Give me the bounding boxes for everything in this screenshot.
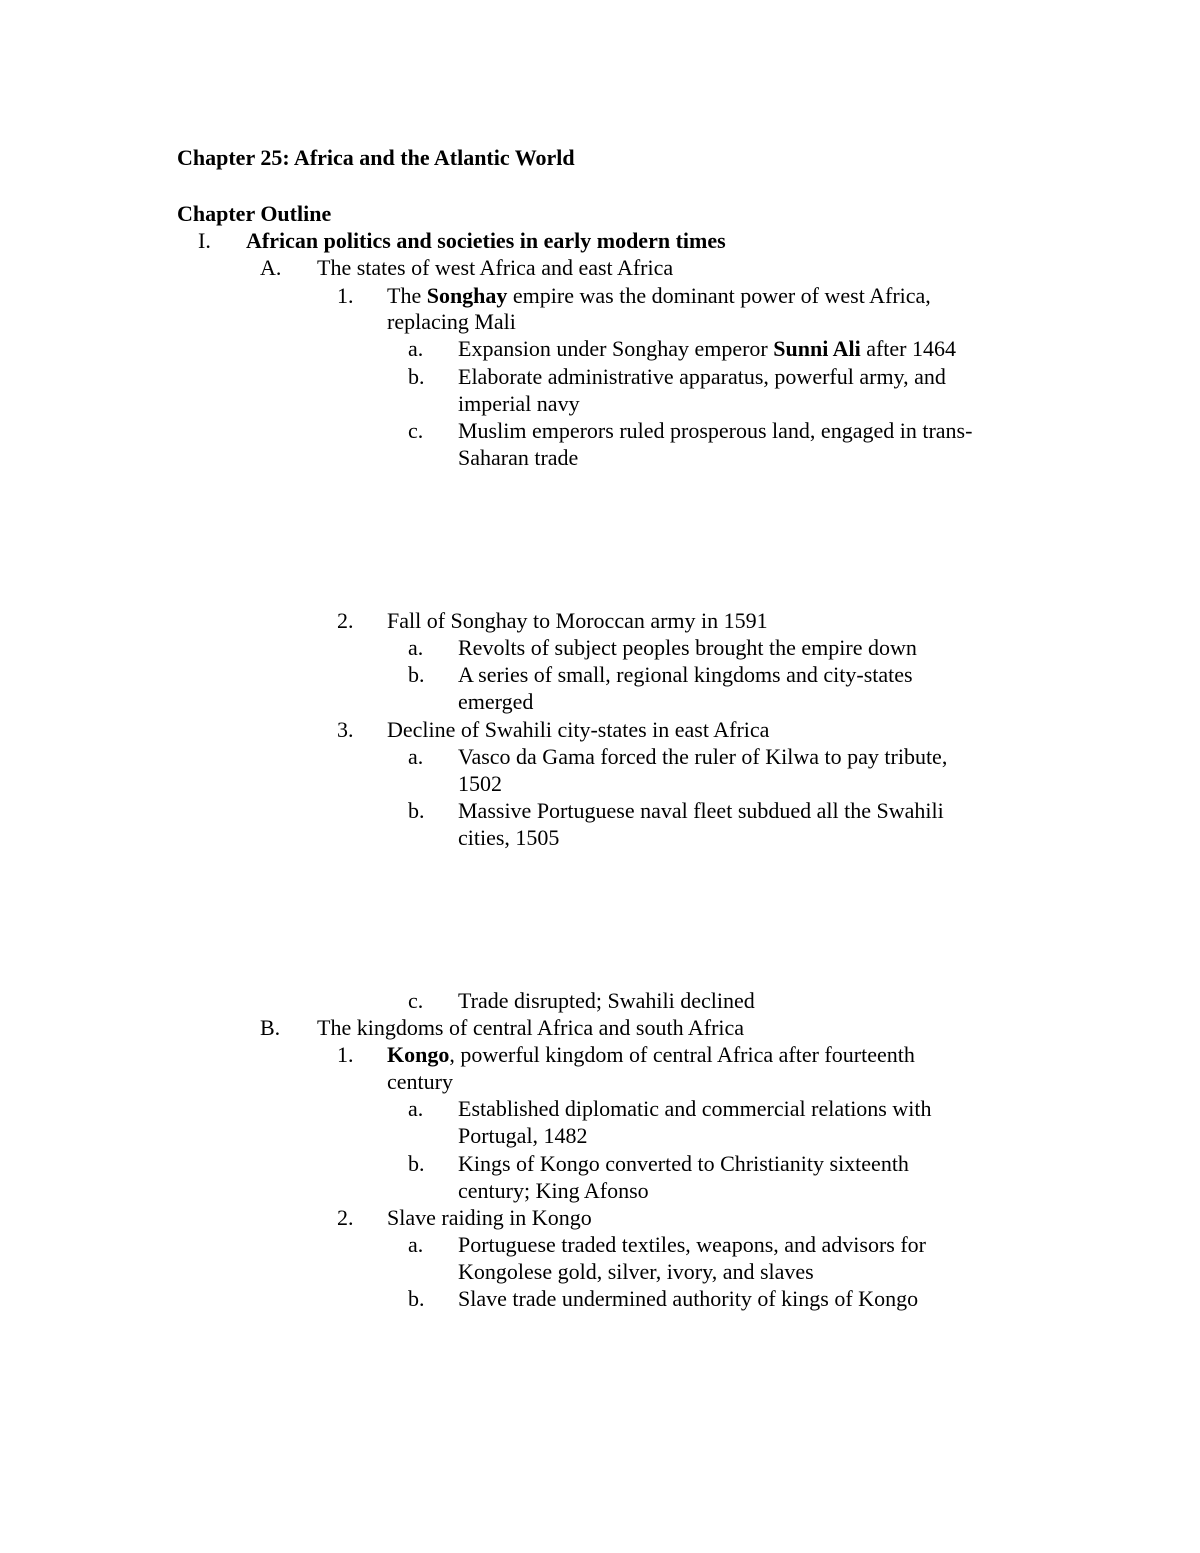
outline-item: Slave raiding in Kongo [387,1205,592,1230]
subsection-B-text: The kingdoms of central Africa and south Africa [317,1015,745,1040]
outline-item-continuation: replacing Mali [387,309,516,334]
item-text: The [387,283,427,308]
outline-subitem: Elaborate administrative apparatus, powerful army, and [458,364,946,389]
sub-marker: a. [408,336,424,361]
outline-item-songhay [387,282,931,309]
outline-subitem: Established diplomatic and commercial relations with [458,1096,932,1121]
outline-subitem: Massive Portuguese naval fleet subdued all the Swahili [458,798,944,823]
outline-subitem: A series of small, regional kingdoms and city-states [458,662,913,687]
item-text: Expansion under Songhay emperor [458,336,774,361]
item-text: , powerful kingdom of central Africa after fourteenth [449,1042,915,1067]
outline-subitem-continuation: Saharan trade [458,445,579,470]
outline-subitem-continuation: Portugal, 1482 [458,1123,588,1148]
section-I-heading: African politics and societies in early modern times [246,228,726,253]
sub-marker: b. [408,798,425,823]
outline-subitem: Slave trade undermined authority of kings of Kongo [458,1286,919,1311]
number-marker: 2. [337,608,354,633]
outline-heading: Chapter Outline [177,201,332,226]
outline-item-continuation: century [387,1069,453,1094]
roman-marker-I: I. [198,228,211,253]
sub-marker: c. [408,988,424,1013]
sub-marker: a. [408,1096,424,1121]
subsection-A-text: The states of west Africa and east Africa [317,255,674,280]
outline-subitem [458,335,956,362]
bold-term-sunni-ali: Sunni Ali [773,336,861,361]
sub-marker: b. [408,364,425,389]
chapter-title: Chapter 25: Africa and the Atlantic World [177,145,575,170]
outline-subitem-continuation: imperial navy [458,391,580,416]
bold-term-kongo: Kongo [387,1042,450,1067]
sub-marker: b. [408,662,425,687]
item-text: empire was the dominant power of west Africa, [507,283,931,308]
outline-subitem: Vasco da Gama forced the ruler of Kilwa to pay tribute, [458,744,948,769]
number-marker: 1. [337,1042,354,1067]
outline-subitem-continuation: century; King Afonso [458,1178,649,1203]
outline-item-kongo [387,1041,915,1068]
sub-marker: c. [408,418,424,443]
sub-marker: a. [408,635,424,660]
sub-marker: a. [408,744,424,769]
outline-item: Decline of Swahili city-states in east Africa [387,717,770,742]
outline-subitem: Muslim emperors ruled prosperous land, engaged in trans- [458,418,973,443]
outline-subitem-continuation: Kongolese gold, silver, ivory, and slaves [458,1259,814,1284]
number-marker: 1. [337,283,354,308]
outline-subitem: Kings of Kongo converted to Christianity sixteenth [458,1151,909,1176]
item-text: after 1464 [860,336,957,361]
letter-marker-B: B. [260,1015,281,1040]
outline-subitem-continuation: emerged [458,689,534,714]
outline-subitem-continuation: 1502 [458,771,502,796]
letter-marker-A: A. [260,255,282,280]
sub-marker: a. [408,1232,424,1257]
outline-subitem-continuation: cities, 1505 [458,825,560,850]
outline-item: Fall of Songhay to Moroccan army in 1591 [387,608,768,633]
outline-subitem: Trade disrupted; Swahili declined [458,988,755,1013]
sub-marker: b. [408,1286,425,1311]
number-marker: 2. [337,1205,354,1230]
outline-subitem: Portuguese traded textiles, weapons, and advisors for [458,1232,926,1257]
bold-term-songhay: Songhay [426,283,508,308]
sub-marker: b. [408,1151,425,1176]
number-marker: 3. [337,717,354,742]
outline-subitem: Revolts of subject peoples brought the empire down [458,635,917,660]
